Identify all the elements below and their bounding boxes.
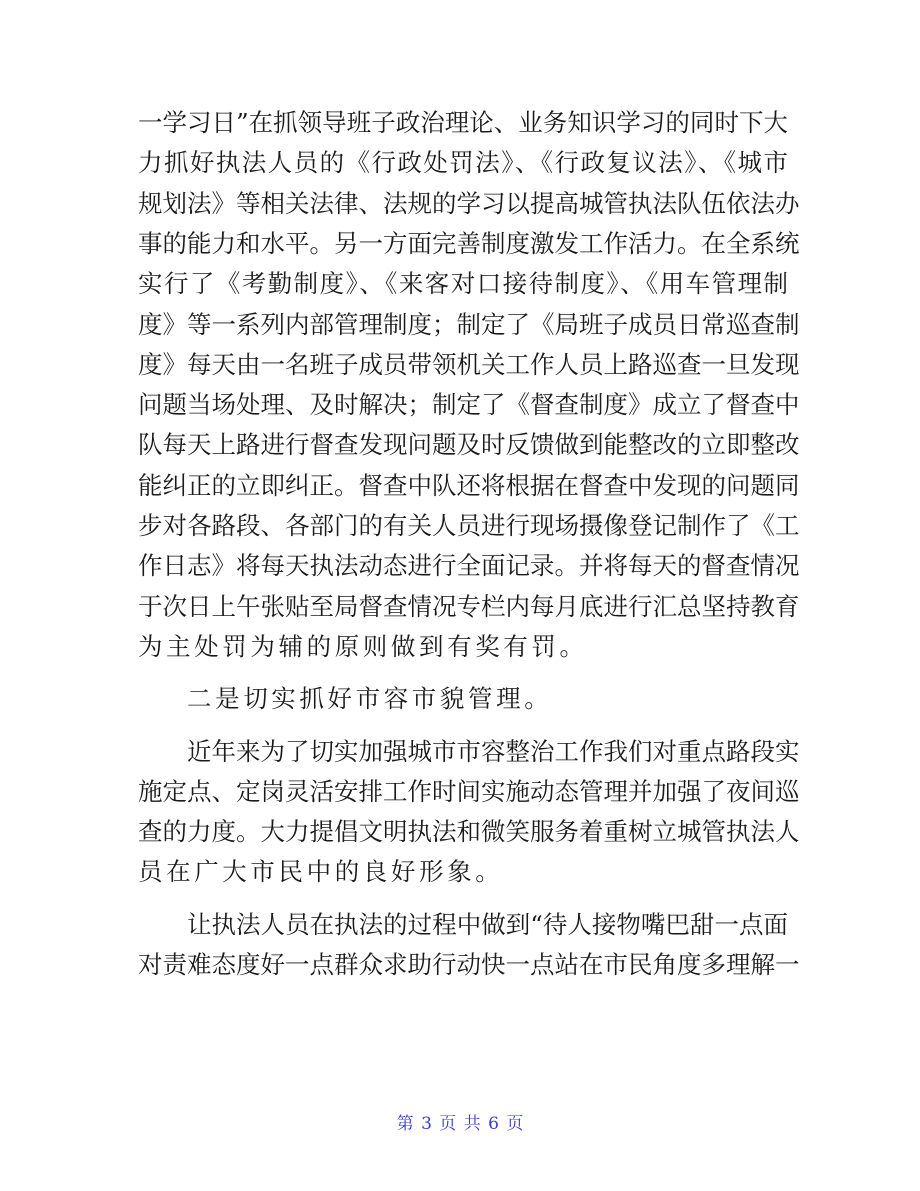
text-line: 问题当场处理、及时解决；制定了《督查制度》成立了督查中 [138, 390, 800, 420]
text-line: 施定点、定岗灵活安排工作时间实施动态管理并加强了夜间巡 [138, 776, 800, 806]
text-line: 度》等一系列内部管理制度；制定了《局班子成员日常巡查制 [138, 309, 800, 339]
text-line: 能纠正的立即纠正。督查中队还将根据在督查中发现的问题同 [138, 470, 800, 500]
text-line: 步对各路段、各部门的有关人员进行现场摄像登记制作了《工 [138, 511, 800, 540]
text-line: 规划法》等相关法律、法规的学习以提高城管执法队伍依法办 [138, 188, 800, 218]
text-line: 对责难态度好一点群众求助行动快一点站在市民角度多理解一 [138, 950, 800, 979]
text-line: 实行了《考勤制度》、《来客对口接待制度》、《用车管理制 [138, 269, 788, 299]
text-line: 一学习日”在抓领导班子政治理论、业务知识学习的同时下大 [138, 108, 788, 137]
page-footer: 第 3 页 共 6 页 [396, 1114, 524, 1134]
text-line: 近年来为了切实加强城市市容整治工作我们对重点路段实 [187, 736, 800, 766]
text-line: 查的力度。大力提倡文明执法和微笑服务着重树立城管执法人 [138, 817, 800, 847]
text-line: 度》每天由一名班子成员带领机关工作人员上路巡查一旦发现 [138, 349, 800, 379]
text-line: 为主处罚为辅的原则做到有奖有罚。 [138, 631, 588, 661]
text-line: 让执法人员在执法的过程中做到“待人接物嘴巴甜一点面 [187, 909, 788, 939]
text-line: 二是切实抓好市容市貌管理。 [187, 684, 553, 714]
text-line: 力抓好执法人员的《行政处罚法》、《行政复议法》、《城市 [138, 148, 788, 178]
text-line: 作日志》将每天执法动态进行全面记录。并将每天的督查情况 [138, 551, 800, 581]
text-line: 员在广大市民中的良好形象。 [138, 857, 504, 887]
text-line: 事的能力和水平。另一方面完善制度激发工作活力。在全系统 [138, 228, 800, 258]
text-line: 队每天上路进行督查发现问题及时反馈做到能整改的立即整改 [138, 430, 800, 460]
text-line: 于次日上午张贴至局督查情况专栏内每月底进行汇总坚持教育 [138, 591, 800, 621]
